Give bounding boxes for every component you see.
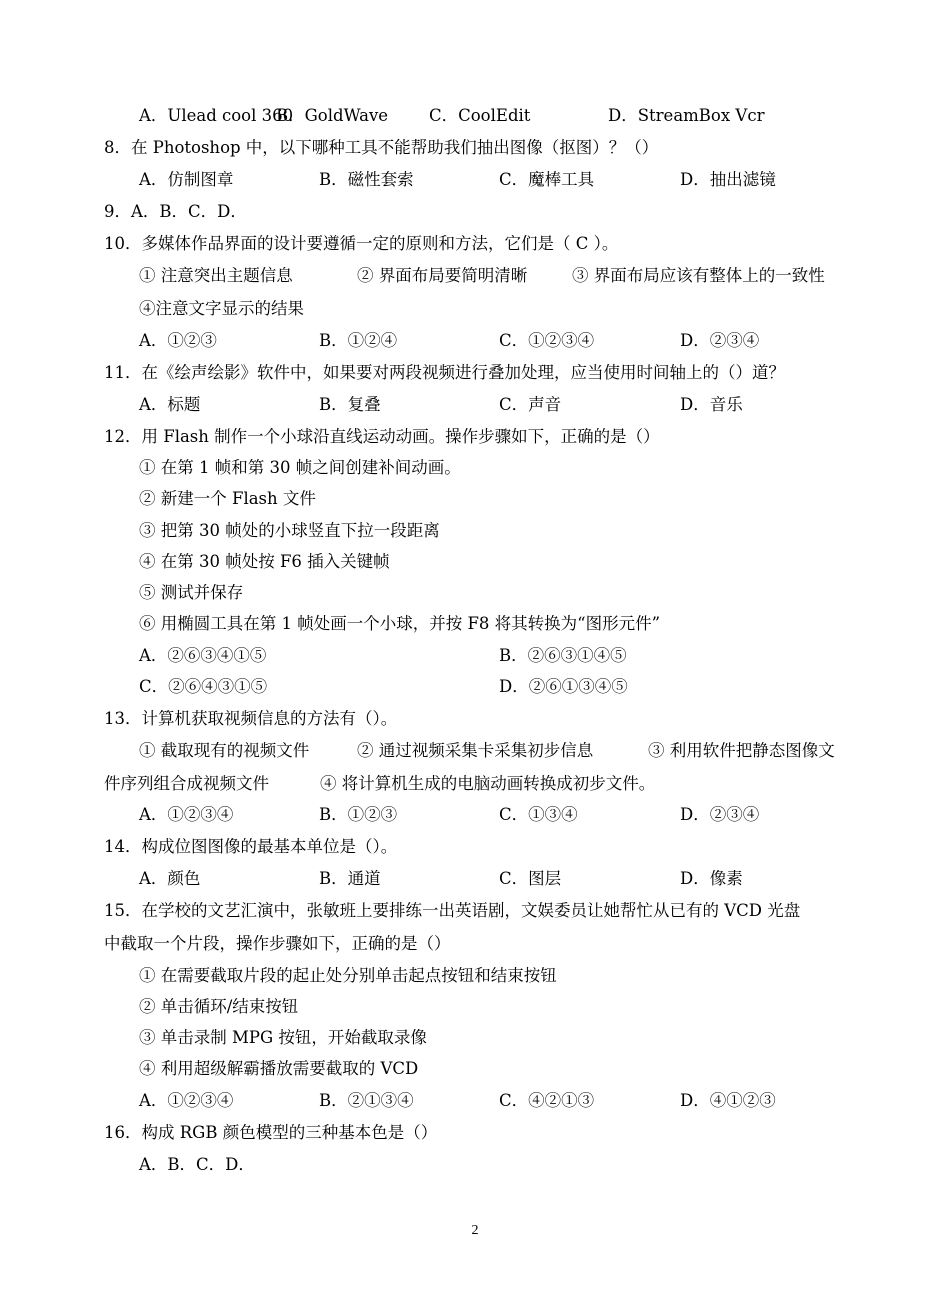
q9-stem: 9．A．B．C．D． bbox=[104, 202, 247, 221]
q10-item-4: ④注意文字显示的结果 bbox=[139, 299, 304, 318]
q10-option-d: D．②③④ bbox=[680, 331, 760, 350]
q10-item-2: ② 界面布局要简明清晰 bbox=[357, 266, 528, 285]
q15-option-a: A．①②③④ bbox=[139, 1091, 234, 1110]
q10-option-b: B．①②④ bbox=[319, 331, 398, 350]
q12-option-c: C．②⑥④③①⑤ bbox=[139, 677, 268, 696]
q12-step-1: ① 在第 1 帧和第 30 帧之间创建补间动画。 bbox=[139, 458, 461, 477]
q12-option-d: D．②⑥①③④⑤ bbox=[499, 677, 628, 696]
q15-option-d: D．④①②③ bbox=[680, 1091, 776, 1110]
q15-step-3: ③ 单击录制 MPG 按钮，开始截取录像 bbox=[139, 1028, 427, 1047]
q7-option-b: B．GoldWave bbox=[276, 106, 389, 125]
q13-item-4: ④ 将计算机生成的电脑动画转换成初步文件。 bbox=[320, 774, 656, 793]
q7-option-a: A．Ulead cool 360 bbox=[139, 106, 294, 125]
q10-option-a: A．①②③ bbox=[139, 331, 217, 350]
page-number: 2 bbox=[471, 1223, 479, 1238]
q13-item-1: ① 截取现有的视频文件 bbox=[139, 741, 310, 760]
q13-option-d: D．②③④ bbox=[680, 805, 760, 824]
q15-option-b: B．②①③④ bbox=[319, 1091, 414, 1110]
q15-step-2: ② 单击循环/结束按钮 bbox=[139, 997, 299, 1016]
q8-stem: 8．在 Photoshop 中，以下哪种工具不能帮助我们抽出图像（抠图）？（） bbox=[104, 138, 659, 157]
q12-step-6: ⑥ 用椭圆工具在第 1 帧处画一个小球，并按 F8 将其转换为“图形元件” bbox=[139, 614, 661, 633]
q13-option-a: A．①②③④ bbox=[139, 805, 234, 824]
q7-option-d: D．StreamBox Vcr bbox=[608, 106, 765, 125]
q13-item-3: ③ 利用软件把静态图像文 bbox=[648, 741, 835, 760]
q14-option-d: D．像素 bbox=[680, 869, 743, 888]
q14-option-c: C．图层 bbox=[499, 869, 562, 888]
q12-option-b: B．②⑥③①④⑤ bbox=[499, 646, 627, 665]
q15-step-4: ④ 利用超级解霸播放需要截取的 VCD bbox=[139, 1059, 419, 1078]
q10-option-c: C．①②③④ bbox=[499, 331, 595, 350]
q12-step-3: ③ 把第 30 帧处的小球竖直下拉一段距离 bbox=[139, 521, 440, 540]
q12-option-a: A．②⑥③④①⑤ bbox=[139, 646, 267, 665]
q12-stem: 12．用 Flash 制作一个小球沿直线运动动画。操作步骤如下，正确的是（） bbox=[104, 427, 660, 446]
q11-option-d: D．音乐 bbox=[680, 395, 743, 414]
q13-option-c: C．①③④ bbox=[499, 805, 578, 824]
q7-option-c: C．CoolEdit bbox=[429, 106, 531, 125]
q11-option-b: B．复叠 bbox=[319, 395, 381, 414]
q12-step-2: ② 新建一个 Flash 文件 bbox=[139, 489, 316, 508]
q13-option-b: B．①②③ bbox=[319, 805, 398, 824]
q11-option-c: C．声音 bbox=[499, 395, 562, 414]
q15-stem-line-2: 中截取一个片段，操作步骤如下，正确的是（） bbox=[104, 934, 451, 953]
q8-option-a: A．仿制图章 bbox=[139, 170, 234, 189]
q16-options: A．B．C．D． bbox=[139, 1155, 255, 1174]
q14-option-a: A．颜色 bbox=[139, 869, 201, 888]
q15-step-1: ① 在需要截取片段的起止处分别单击起点按钮和结束按钮 bbox=[139, 966, 557, 985]
q11-option-a: A．标题 bbox=[139, 395, 201, 414]
q10-item-1: ① 注意突出主题信息 bbox=[139, 266, 293, 285]
q15-option-c: C．④②①③ bbox=[499, 1091, 595, 1110]
q8-option-c: C．魔棒工具 bbox=[499, 170, 595, 189]
q8-option-b: B．磁性套索 bbox=[319, 170, 414, 189]
q14-stem: 14．构成位图图像的最基本单位是（）。 bbox=[104, 837, 398, 856]
q10-stem: 10．多媒体作品界面的设计要遵循一定的原则和方法，它们是（ C ）。 bbox=[104, 234, 619, 253]
q10-item-3: ③ 界面布局应该有整体上的一致性 bbox=[572, 266, 825, 285]
q13-stem: 13．计算机获取视频信息的方法有（）。 bbox=[104, 709, 398, 728]
q13-item-2: ② 通过视频采集卡采集初步信息 bbox=[357, 741, 594, 760]
q12-step-5: ⑤ 测试并保存 bbox=[139, 583, 244, 602]
q12-step-4: ④ 在第 30 帧处按 F6 插入关键帧 bbox=[139, 552, 390, 571]
q13-item-3-continued: 件序列组合成视频文件 bbox=[104, 774, 269, 793]
q14-option-b: B．通道 bbox=[319, 869, 381, 888]
q15-stem-line-1: 15．在学校的文艺汇演中，张敏班上要排练一出英语剧，文娱委员让她帮忙从已有的 VCD 光盘 bbox=[104, 901, 801, 920]
q16-stem: 16．构成 RGB 颜色模型的三种基本色是（） bbox=[104, 1123, 438, 1142]
q8-option-d: D．抽出滤镜 bbox=[680, 170, 776, 189]
q11-stem: 11．在《绘声绘影》软件中，如果要对两段视频进行叠加处理，应当使用时间轴上的（）道？ bbox=[104, 363, 785, 382]
